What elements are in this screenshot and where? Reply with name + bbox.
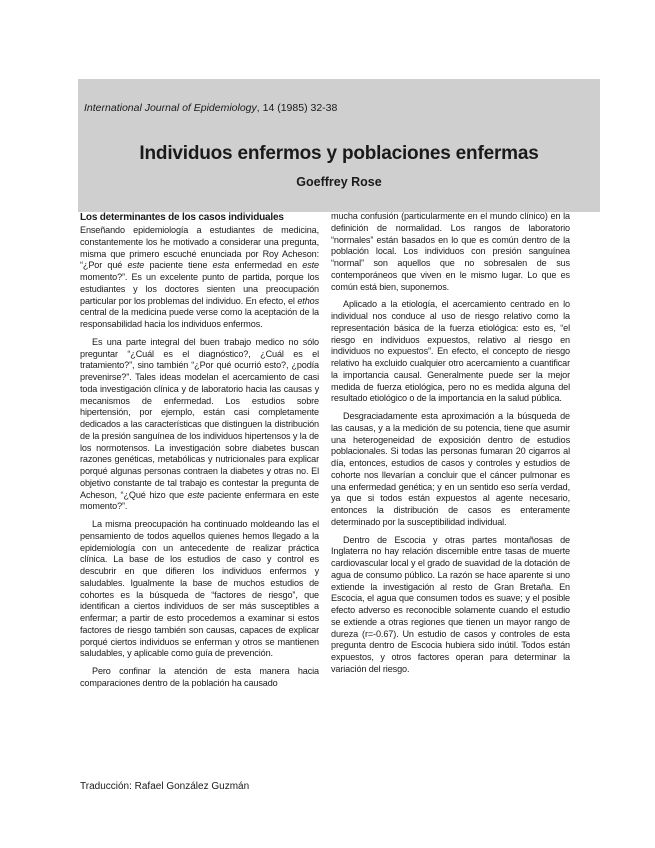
paragraph: Pero confinar la atención de esta manera hacia comparaciones dentro de la población ha causado [80,666,319,688]
paragraph: mucha confusión (particularmente en el mundo clínico) en la definición de normalidad. Los rangos de laboratorio “normales” están basados en lo que es común dentro de la población local. Los individuos con presión sanguínea “normal” son aquellos que no sobresalen de sus contemporáneos que viven en le mismo lugar. Lo que es común está bien, suponemos. [331,211,570,292]
journal-citation [84,102,594,115]
article-title: Individuos enfermos y poblaciones enfermas [139,143,539,164]
right-column [331,211,570,771]
paragraph: Aplicado a la etiología, el acercamiento centrado en lo individual nos conduce al uso de riesgo relativo como la representación básica de la fuerza etiológica: esto es, “el riesgo en individuos expuestos, relativo al riesgo en individuos no expuestos”. En efecto, el concepto de riesgo relativo ha excluido cualquier otro acercamiento a cuantificar la importancia causal. Generalmente puede ser la mejor medida de fuerza etiológica, pero no es medida alguna del resultado etiológico o de la importancia en la salud pública. [331,299,570,404]
paragraph: La misma preocupación ha continuado moldeando las el pensamiento de todos aquellos quienes hemos llegado a la epidemiología con un antecedente de realizar práctica clínica. La base de los estudios de caso y control es descubrir en que difieren los individuos enfermos y saludables. Igualmente la base de muchos estudios de cohortes es la búsqueda de “factores de riesgo”, que identifican a ciertos individuos de ser más susceptibles a enfermar; a partir de esto procedemos a examinar si estos factores de riesgo también son causas, capaces de explicar porqué ciertos individuos se enferman y otros se mantienen saludables, y aplicable como guía de prevención. [80,519,319,659]
journal-name: International Journal of Epidemiology [84,102,257,114]
section-heading: Los determinantes de los casos individuales [80,212,284,223]
article-author: Goeffrey Rose [296,175,382,189]
paragraph: Enseñando epidemiología a estudiantes de medicina, constantemente los he motivado a considerar una pregunta, misma que primero escuché enunciada por Roy Acheson: “¿Por qué este paciente tiene esta enfermedad en este momento?”. Es un excelente punto de partida, porque los estudiantes y los doctores sienten una preocupación particular por los problemas del individuo. En efecto, el ethos central de la medicina puede verse como la aceptación de la responsabilidad hacia los individuos enfermos. [80,225,319,329]
left-column [80,211,319,771]
paragraph: Es una parte integral del buen trabajo medico no sólo preguntar “¿Cuál es el diagnóstico?, ¿Cuál es el tratamiento?”, sino también “¿Por qué ocurrió esto?, ¿podía prevenirse?”. Tales ideas modelan el acercamiento de casi toda investigación clínica y de laboratorio hacia las causas y mecanismos de enfermedad. Los estudios sobre hipertensión, por ejemplo, están casi completamente dedicados a las características que distinguen la distribución de la presión sanguínea de los individuos hipertensos y la de los normotensos. La investigación sobre diabetes buscan razones genéticas, metabólicas y nutricionales para explicar porqué algunas personas contraen la diabetes y otras no. El objetivo constante de tal trabajo es contestar la pregunta de Acheson, “¿Qué hizo que este paciente enfermara en este momento?”. [80,336,319,512]
translator-credit: Traducción: Rafael González Guzmán [80,781,250,792]
paragraph: Desgraciadamente esta aproximación a la búsqueda de las causas, y a la medición de su potencia, tiene que asumir una heterogeneidad de exposición dentro de estudios poblacionales. Si todas las personas fumaran 20 cigarros al día, entonces, estudios de casos y controles y estudios de cohorte nos llevarían a concluir que el cáncer pulmonar es una enfermedad genética; y en un sentido eso sería verdad, ya que si todos están expuestos al agente necesario, entonces la distribución de casos es enteramente determinado por la susceptibilidad individual. [331,411,570,527]
citation-volume-pages: , 14 (1985) 32-38 [256,102,338,114]
paragraph: Dentro de Escocia y otras partes montañosas de Inglaterra no hay relación discernible entre tasas de muerte cardiovascular local y el grado de suavidad de la dotación de agua de consumo público. La razón se hace aparente si uno extiende la investigación al resto de Gran Bretaña. En Escocia, el agua que consumen todos es suave; y el posible efecto adverso es reconocible solamente cuando el estudio se extiende a otras regiones que tienen un mayor rango de dureza (r=-0.67). Un estudio de casos y controles de esta pregunta dentro de Escocia hubiera sido inútil. Todos están expuestos, y otros factores operan para determinar la variación del riesgo. [331,534,570,674]
